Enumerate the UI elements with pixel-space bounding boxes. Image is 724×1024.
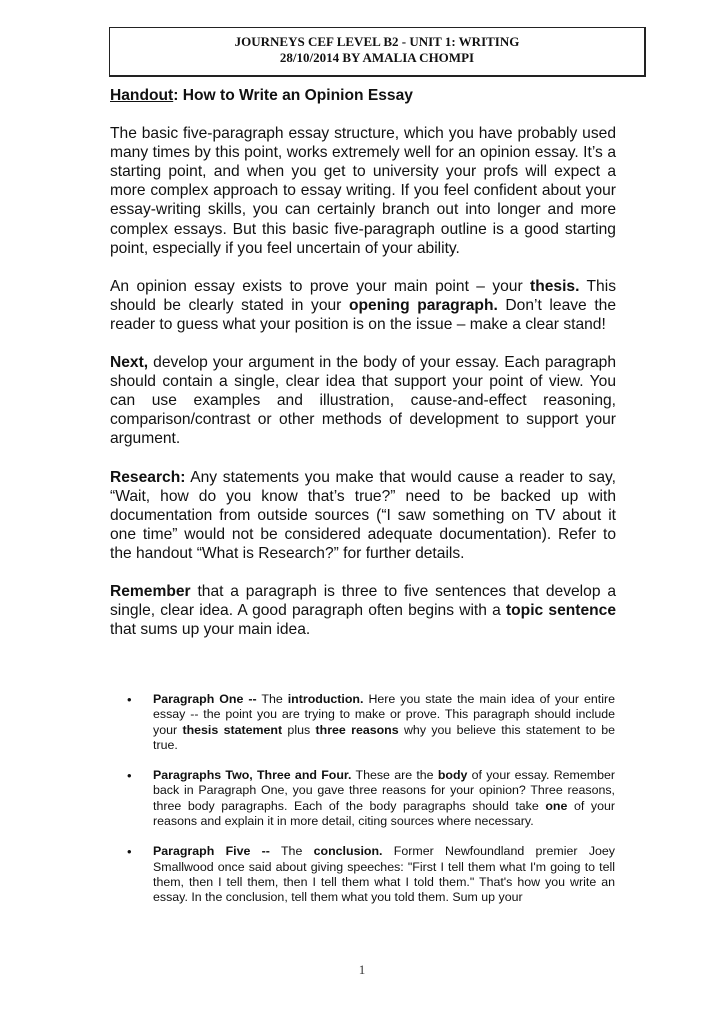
text-run: This should be clearly stated in your (110, 277, 616, 314)
text-run: Don’t leave the reader to guess what your position is on the issue – make a clear stand! (110, 296, 616, 333)
bold-run: thesis statement (182, 722, 283, 737)
text-run: why you believe this statement to be true. (153, 722, 616, 752)
bold-run: Research: (110, 468, 186, 486)
text-run: Former Newfoundland premier Joey Smallwood once said about giving speeches: "First I tell them what I'm going to tell them, then I tell them, then I tell them what I told them." That's how you write an essay. In the conclusion, tell them what you told them. Sum up your (153, 844, 615, 905)
text-run: The (269, 844, 314, 859)
text-run: that sums up your main idea. (110, 621, 311, 639)
text-run: plus (282, 722, 316, 737)
document-header-box (109, 27, 646, 77)
paragraph-thesis (110, 277, 616, 334)
text-run: An opinion essay exists to prove your main point – your (110, 277, 531, 295)
text-run: Any statements you make that would cause a reader to say, “Wait, how do you know that’s true?” need to be backed up with documentation from outside sources (“I saw something on TV about it one time” would not be considered adequate documentation). Refer to the handout “What is Research?” for further details. (110, 468, 616, 562)
text-run: of your reasons and explain it in more detail, citing sources where necessary. (153, 798, 615, 829)
bold-run: three reasons (315, 722, 399, 737)
page-number: 1 (358, 962, 366, 977)
list-item (110, 692, 615, 753)
header-date-author: 28/10/2014 BY AMALIA CHOMPI (279, 50, 475, 65)
bold-run: opening paragraph. (348, 296, 498, 314)
bold-run: Paragraph One -- (153, 692, 257, 706)
bold-run: conclusion. (313, 844, 383, 859)
document-body (110, 86, 616, 658)
paragraph-structure-list (110, 692, 615, 921)
text-run: Here you state the main idea of your entire essay -- the point you are trying to make or prove. This paragraph should include your (153, 692, 615, 737)
paragraph-remember (110, 582, 616, 639)
bold-run: introduction. (287, 692, 364, 706)
list-item (110, 768, 615, 829)
bullet-icon: • (127, 768, 132, 784)
text-run: develop your argument in the body of your essay. Each paragraph should contain a single, clear idea that support your point of view. You can use examples and illustration, cause-and-effect reasoning, comparison/contrast or other methods of development to support your argument. (110, 354, 616, 448)
bold-run: body (437, 768, 468, 783)
paragraph-next (110, 353, 616, 448)
text-run: These are the (351, 768, 438, 783)
text-run: of your essay. Remember back in Paragraph One, you gave three reasons for your opinion? Three reasons, three body paragraphs. Each of the body paragraphs should take (153, 768, 615, 813)
bullet-icon: • (127, 692, 132, 707)
bold-run: Paragraph Five -- (153, 844, 270, 859)
bold-run: Paragraphs Two, Three and Four. (153, 768, 352, 783)
bold-run: Next, (110, 354, 149, 372)
text-run: The (256, 692, 288, 706)
handout-title (110, 86, 616, 105)
handout-label: Handout (110, 87, 174, 104)
bold-run: topic sentence (505, 602, 617, 620)
paragraph-research (110, 468, 616, 563)
paragraph-intro: The basic five-paragraph essay structure, which you have probably used many times by this point, works extremely well for an opinion essay. It’s a starting point, and when you get to university your profs will expect a more complex approach to essay writing. If you feel confident about your essay-writing skills, you can certainly branch out into longer and more complex essays. But this basic five-paragraph outline is a good starting point, especially if you feel uncertain of your ability. (110, 125, 616, 257)
bold-run: Remember (110, 582, 191, 600)
handout-title-text: : How to Write an Opinion Essay (173, 87, 413, 104)
header-course-title: JOURNEYS CEF LEVEL B2 - UNIT 1: WRITING (234, 34, 520, 49)
bullet-icon: • (127, 844, 132, 860)
bold-run: thesis. (530, 277, 580, 295)
bold-run: one (545, 798, 568, 813)
list-item (110, 844, 615, 905)
text-run: that a paragraph is three to five sentences that develop a single, clear idea. A good paragraph often begins with a (110, 582, 616, 620)
